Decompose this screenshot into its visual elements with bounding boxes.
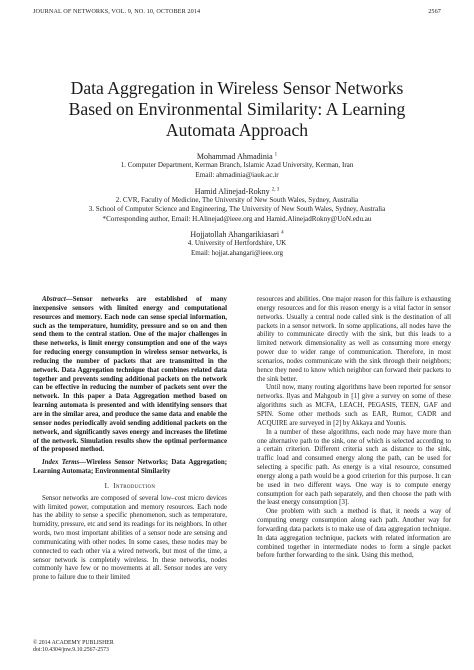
author-name: Mohammad Ahmadinia $^1$ xyxy=(196,152,278,161)
page-footer xyxy=(33,640,114,654)
author-email: Email: hojjat.ahangari@ieee.org xyxy=(190,248,284,257)
author-block xyxy=(20,152,454,258)
journal-name: JOURNAL OF NETWORKS, VOL. 9, NO. 10, OCTOBER 2014 xyxy=(33,8,201,15)
copyright-notice: © 2014 ACADEMY PUBLISHER xyxy=(33,640,114,646)
index-terms: Index Terms—Wireless Sensor Networks; Data Aggregation; Learning Automata; Environmental Similarity xyxy=(33,459,227,476)
running-header xyxy=(33,8,441,18)
title-line: Automata Approach xyxy=(165,120,309,140)
section-heading: I. Introduction xyxy=(104,482,156,490)
body-paragraph: resources and abilities. One major reason for this failure is exhausting energy resources and for this reason energy is a vital factor in sensor networks. Usually a central node called sink is the destination of all packets in a sensor network. In some applications, all nodes have the ability to communicate directly with the sink, but this leads to a limited network dimensionality as well as consuming more energy power due to wider range of communication. Therefore, in most scenarios, nodes communicate with the sink through their neighbors; hence they need to know which neighbor can forward their packets to the sink better. xyxy=(257,296,451,383)
affiliation-line: 3. School of Computer Science and Engineering, The University of New South Wales, Sydney, Australia xyxy=(88,205,386,214)
affiliation-line: 2. CVR, Faculty of Medicine, The University of New South Wales, Sydney, Australia xyxy=(115,196,359,205)
title-line: Data Aggregation in Wireless Sensor Networks xyxy=(70,78,404,98)
page-number: 2567 xyxy=(428,8,441,15)
affiliation-line: 1. Computer Department, Kerman Branch, Islamic Azad University, Kerman, Iran xyxy=(120,161,354,170)
corresponding-author-email: *Corresponding author, Email: H.Alinejad@ieee.org and Hamid.AlinejadRokny@UoN.edu.au xyxy=(102,214,372,223)
body-paragraph: Until now, many routing algorithms have been reported for sensor networks. Ilyas and Mahgoub in [1] give a survey on some of these algorithms such as MCFA, LEACH, PEGASIS, TEEN, GAF and SPIN. Some other methods such as EAR, Rumor, CADR and ACQUIRE are surveyed in [2] by Akkaya and Younis. xyxy=(257,384,451,427)
author-email: Email: ahmadinia@iauk.ac.ir xyxy=(195,170,279,179)
left-column xyxy=(33,296,227,583)
author-name: Hamid Alinejad-Rokny $^{2, 3}$ xyxy=(194,186,280,196)
body-paragraph: In a number of these algorithms, each node may have more than one alternative path to the sink, one of which is selected according to a certain criterion. Different criteria such as distance to the sink, traffic load and consumed energy along the path, can be used for selecting a specific path. As energy is a vital resource, consumed energy along a path would be a good criterion for this purpose. It can be used in two different ways. One way is to compute energy consumption for each path separately, and then choose the path with the least energy consumption [3]. xyxy=(257,428,451,507)
author-name: Hojjatollah Ahangarikiasari $^4$ xyxy=(190,230,284,240)
abstract: Abstract—Sensor networks are established of many inexpensive sensors with limited energy and computational resources and memory. Each node can sense special information, such as the temperature, humidity, pressure and so on and then send them to the central station. One of the major challenges in these networks, is limit energy consumption and one of the ways for reducing energy consumption in wireless sensor networks, is reducing the number of packets that are transmitted in the network. Data Aggregation technique that combines related data together and prevents sending additional packets on the network can be effective in reducing the number of packets sent over the network. In this paper a Data Aggregation method based on learning automata is presented and with identifying sensors that are in the similar area, and produce the same data and enable the sensor nodes periodically avoid sending additional packets on the network, and significantly saves energy and increases the lifetime of the network. Simulation results show the optimal performance of the proposed method. xyxy=(33,296,227,454)
right-column xyxy=(257,296,451,561)
doi: doi:10.4304/jnw.9.10.2567-2573 xyxy=(33,647,109,654)
body-paragraph: Sensor networks are composed of several low–cost micro devices with limited power, computation and memory resources. Each node has the ability to sense a specific phenomenon, such as temperature, humidity, pressure, etc and send its readings for its neighbors. In other words, two most important abilities of a sensor node are sensing and communicating with other nodes. In some cases, these nodes may be connected to each other via a wired network, but most of the time, a sensor network is completely wireless. In these networks, nodes commonly have few or no movements at all. Sensor nodes are very prone to failure due to their limited xyxy=(33,494,227,582)
title-line: Based on Environmental Similarity: A Learning xyxy=(68,99,406,119)
paper-title xyxy=(20,78,454,141)
body-paragraph: One problem with such a method is that, it needs a way of computing energy consumption along each path. Another way for forwarding data packets is to make use of data aggregation technique. In data aggregation technique, packets with related information are combined together in intermediate nodes to form a single packet before further forwarding to the sink. Using this method, xyxy=(257,508,451,560)
affiliation-line: 4. University of Hertfordshire, UK xyxy=(187,239,287,248)
